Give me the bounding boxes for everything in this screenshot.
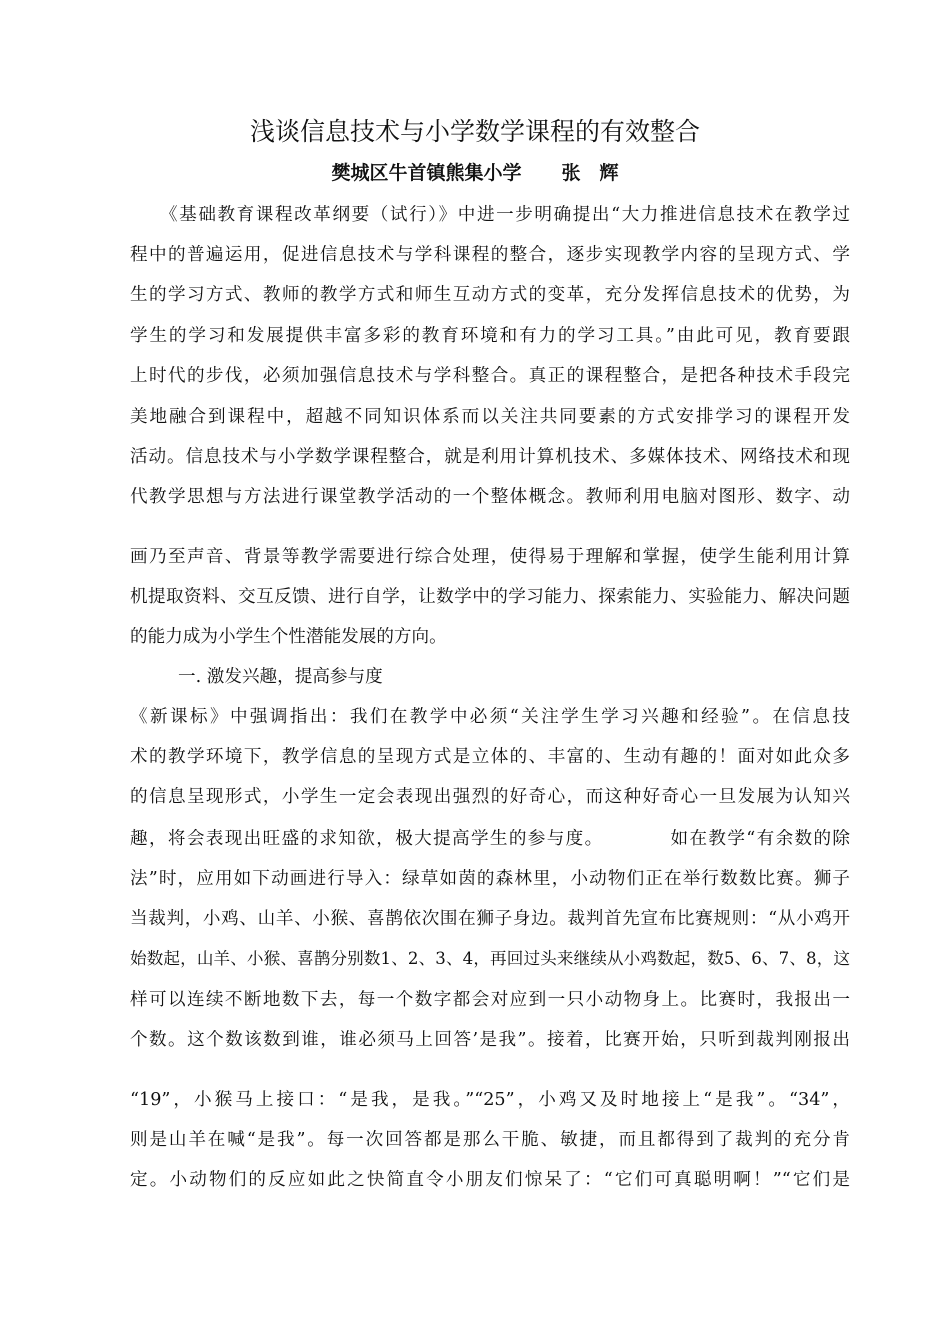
- paragraph-line: 程中的普遍运用，促进信息技术与学科课程的整合，逐步实现教学内容的呈现方式、学: [130, 245, 850, 265]
- paragraph-line: “19”，小猴马上接口：“是我，是我。”“25”，小鸡又及时地接上“是我”。“34”，: [130, 1090, 850, 1110]
- paragraph-line: 样可以连续不断地数下去，每一个数字都会对应到一只小动物身上。比赛时，我报出一: [130, 990, 850, 1010]
- section-heading: 一. 激发兴趣，提高参与度: [178, 667, 383, 687]
- paragraph-line: 活动。信息技术与小学数学课程整合，就是利用计算机技术、多媒体技术、网络技术和现: [130, 447, 850, 467]
- paragraph-line: 画乃至声音、背景等教学需要进行综合处理，使得易于理解和掌握，使学生能利用计算: [130, 547, 850, 567]
- paragraph-line: 法”时，应用如下动画进行导入：绿草如茵的森林里，小动物们正在举行数数比赛。狮子: [130, 869, 850, 889]
- paragraph-line: 机提取资料、交互反馈、进行自学，让数学中的学习能力、探索能力、实验能力、解决问题: [130, 587, 850, 607]
- paragraph-line: 的信息呈现形式，小学生一定会表现出强烈的好奇心，而这种好奇心一旦发展为认知兴: [130, 787, 850, 807]
- author-school: 樊城区牛首镇熊集小学: [331, 162, 522, 184]
- paragraph-line: 个数。这个数该数到谁，谁必须马上回答’是我”。接着，比赛开始，只听到裁判刚报出: [130, 1030, 850, 1050]
- paragraph-line: 的能力成为小学生个性潜能发展的方向。: [130, 627, 447, 647]
- paragraph-line: 定。小动物们的反应如此之快简直令小朋友们惊呆了：“它们可真聪明啊！”“它们是: [130, 1170, 850, 1190]
- paragraph-line: 始数起，山羊、小猴、喜鹊分别数1、2、3、4，再回过头来继续从小鸡数起，数5、6、7、8，这: [130, 949, 850, 968]
- paragraph-line: 术的教学环境下，教学信息的呈现方式是立体的、丰富的、生动有趣的！面对如此众多: [130, 747, 850, 767]
- author-byline: [0, 158, 950, 188]
- paragraph-line: 《基础教育课程改革纲要（试行）》中进一步明确提出“大力推进信息技术在教学过: [160, 205, 850, 225]
- paragraph-line: 当裁判，小鸡、山羊、小猴、喜鹊依次围在狮子身边。裁判首先宣布比赛规则：“从小鸡开: [130, 909, 850, 929]
- paragraph-line: 趣，将会表现出旺盛的求知欲，极大提高学生的参与度。 如在教学“有余数的除: [130, 829, 850, 849]
- author-name: 张 辉: [561, 162, 619, 184]
- paragraph-line: 代教学思想与方法进行课堂教学活动的一个整体概念。教师利用电脑对图形、数字、动: [130, 487, 850, 507]
- paragraph-line: 则是山羊在喊“是我”。每一次回答都是那么干脆、敏捷，而且都得到了裁判的充分肯: [130, 1130, 850, 1150]
- paragraph-line: 上时代的步伐，必须加强信息技术与学科整合。真正的课程整合，是把各种技术手段完: [130, 366, 850, 386]
- paragraph-line: 生的学习方式、教师的教学方式和师生互动方式的变革，充分发挥信息技术的优势，为: [130, 285, 850, 305]
- page-title: 浅谈信息技术与小学数学课程的有效整合: [249, 117, 700, 146]
- paragraph-line: 美地融合到课程中，超越不同知识体系而以关注共同要素的方式安排学习的课程开发: [130, 407, 850, 427]
- paragraph-line: 《新课标》中强调指出：我们在教学中必须“关注学生学习兴趣和经验”。在信息技: [130, 707, 850, 727]
- paragraph-line: 学生的学习和发展提供丰富多彩的教育环境和有力的学习工具。”由此可见，教育要跟: [130, 326, 850, 346]
